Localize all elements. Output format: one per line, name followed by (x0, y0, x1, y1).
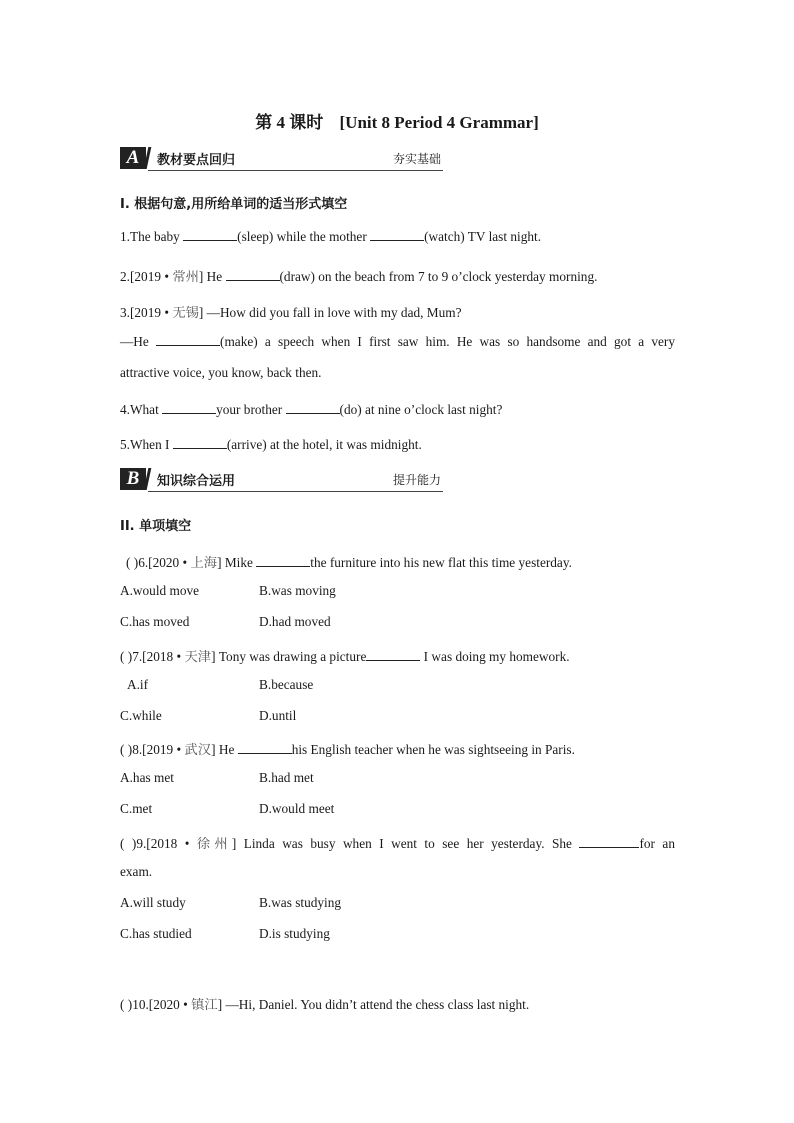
answer-blank[interactable] (370, 229, 424, 241)
question-1: 1.The baby (sleep) while the mother (watch) TV last night. (120, 229, 542, 244)
option-c[interactable]: C.has studied (120, 926, 192, 941)
question-2: 2.[2019 • 常州] He (draw) on the beach from 7 to 9 o’clock yesterday morning. (120, 269, 598, 284)
section-name: 知识综合运用 (157, 474, 236, 489)
part1-heading: I. 根据句意,用所给单词的适当形式填空 (120, 197, 348, 212)
section-rule (148, 491, 443, 492)
unit-label: [Unit 8 Period 4 Grammar] (339, 113, 539, 132)
answer-bracket[interactable]: ( ) (126, 555, 139, 570)
section-name: 教材要点回归 (157, 153, 236, 168)
option-d[interactable]: D.is studying (259, 926, 330, 941)
answer-blank[interactable] (366, 649, 420, 661)
section-tag: 提升能力 (392, 473, 441, 487)
answer-blank[interactable] (162, 402, 216, 414)
answer-blank[interactable] (173, 437, 227, 449)
option-a[interactable]: A.would move (120, 583, 200, 598)
answer-blank[interactable] (579, 836, 639, 848)
question-3-continued: attractive voice, you know, back then. (120, 365, 322, 380)
option-b[interactable]: B.was studying (259, 895, 342, 910)
question-5: 5.When I (arrive) at the hotel, it was midnight. (120, 437, 422, 452)
option-d[interactable]: D.would meet (259, 801, 335, 816)
answer-blank[interactable] (286, 402, 340, 414)
part2-heading: II. 单项填空 (120, 519, 192, 534)
answer-bracket[interactable]: ( ) (120, 836, 137, 851)
answer-blank[interactable] (238, 742, 292, 754)
question-6: ( )6.[2020 • 上海] Mike the furniture into his new flat this time yesterday. (126, 555, 572, 570)
section-tag: 夯实基础 (392, 152, 441, 166)
option-c[interactable]: C.met (120, 801, 153, 816)
option-b[interactable]: B.was moving (259, 583, 336, 598)
answer-blank[interactable] (156, 334, 220, 346)
option-b[interactable]: B.because (259, 677, 314, 692)
question-10: ( )10.[2020 • 镇江] —Hi, Daniel. You didn’t attend the chess class last night. (120, 997, 530, 1012)
section-badge: A (120, 147, 146, 169)
option-d[interactable]: D.had moved (259, 614, 331, 629)
option-c[interactable]: C.has moved (120, 614, 190, 629)
answer-blank[interactable] (256, 555, 310, 567)
section-a-banner (120, 147, 443, 171)
question-9: ( )9.[2018 • 徐州] Linda was busy when I went to see her yesterday. She for an (120, 836, 675, 851)
answer-bracket[interactable]: ( ) (120, 649, 133, 664)
question-7: ( )7.[2018 • 天津] Tony was drawing a picture I was doing my homework. (120, 649, 570, 664)
option-a[interactable]: A.has met (120, 770, 174, 785)
option-a[interactable]: A.will study (120, 895, 186, 910)
answer-blank[interactable] (226, 269, 280, 281)
answer-blank[interactable] (183, 229, 237, 241)
option-b[interactable]: B.had met (259, 770, 314, 785)
question-3: 3.[2019 • 无锡] —How did you fall in love with my dad, Mum? (120, 305, 462, 320)
option-a[interactable]: A.if (127, 677, 149, 692)
answer-bracket[interactable]: ( ) (120, 742, 133, 757)
section-b-banner (120, 468, 443, 492)
question-3-reply: —He (make) a speech when I first saw him. He was so handsome and got a very (120, 334, 675, 349)
page-title (0, 108, 794, 133)
question-4: 4.What your brother (do) at nine o’clock last night? (120, 402, 503, 417)
lesson-label: 第 4 课时 (255, 113, 324, 132)
section-rule (148, 170, 443, 171)
option-d[interactable]: D.until (259, 708, 297, 723)
question-9-continued: exam. (120, 864, 153, 879)
question-8: ( )8.[2019 • 武汉] He his English teacher when he was sightseeing in Paris. (120, 742, 575, 757)
option-c[interactable]: C.while (120, 708, 162, 723)
section-badge: B (120, 468, 146, 490)
answer-bracket[interactable]: ( ) (120, 997, 133, 1012)
